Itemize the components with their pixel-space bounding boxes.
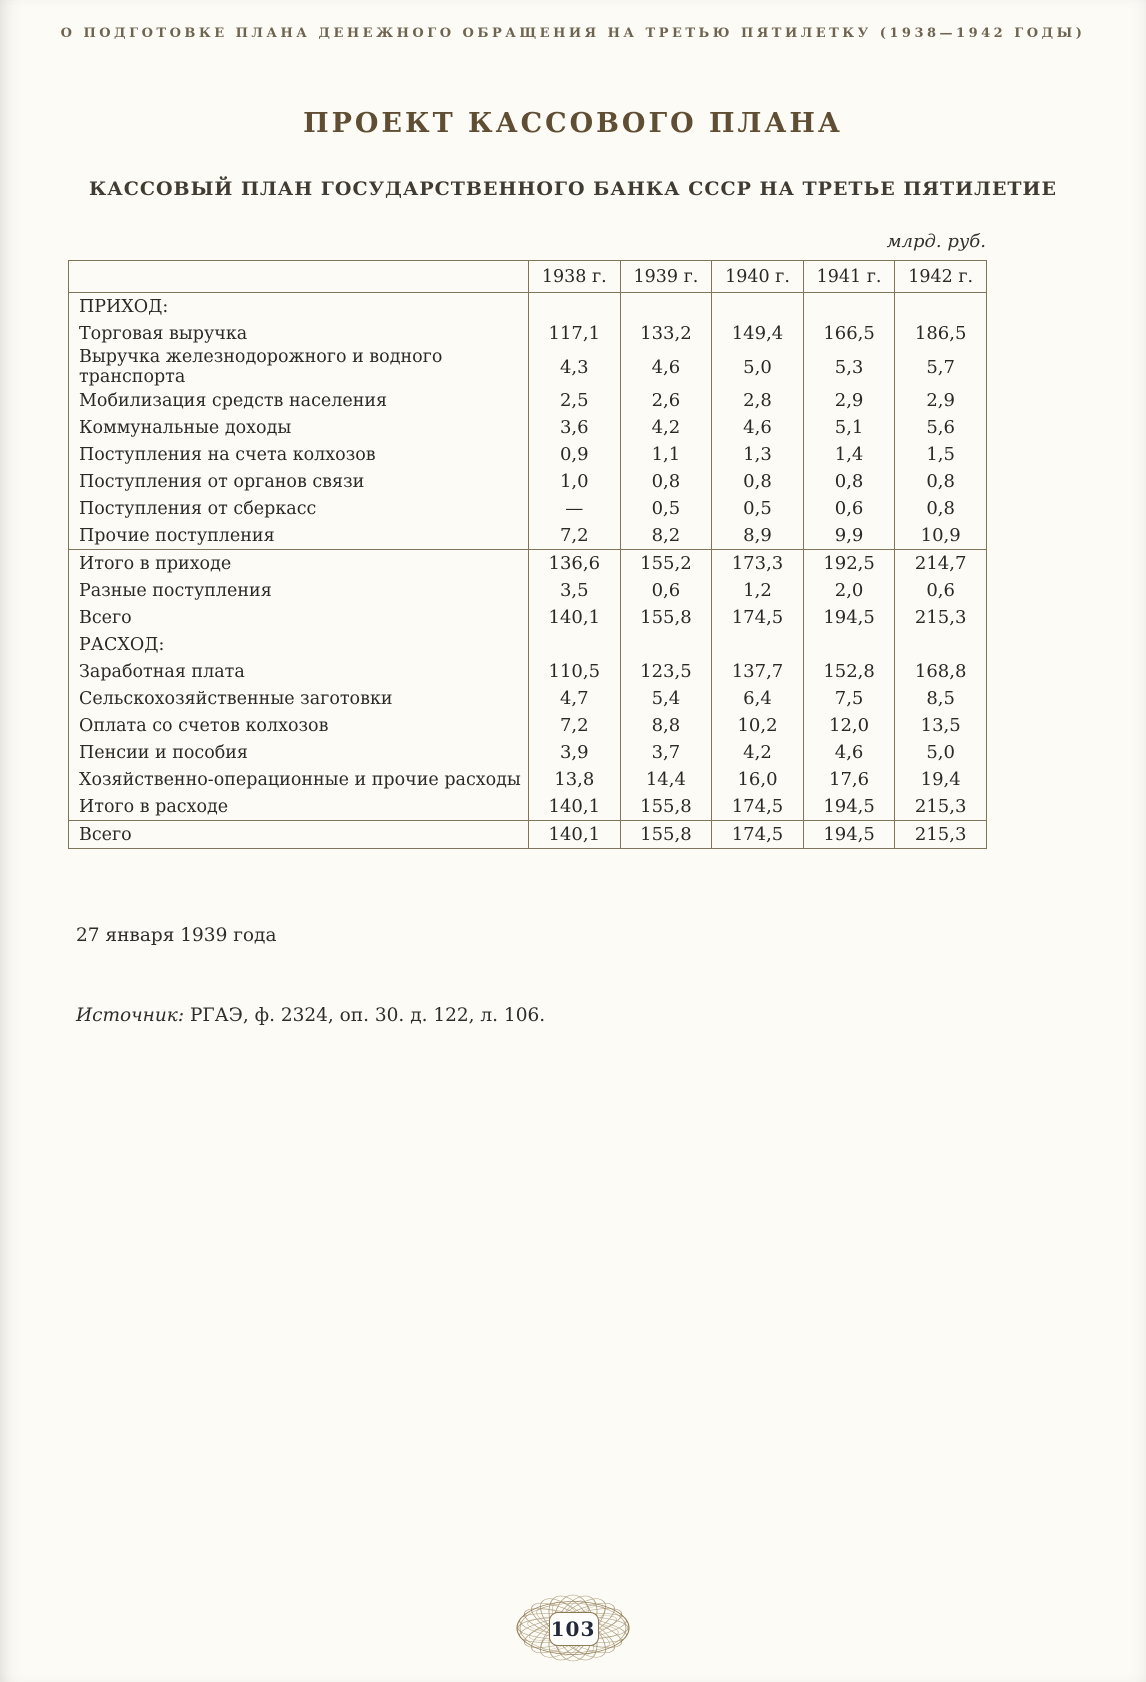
table-cell <box>529 293 621 321</box>
table-row <box>69 468 987 495</box>
table-cell: 14,4 <box>620 766 712 793</box>
table-cell: 149,4 <box>712 320 804 347</box>
table-cell: 9,9 <box>803 522 895 550</box>
year-column-header: 1941 г. <box>803 261 895 293</box>
row-label: Прочие поступления <box>79 525 275 546</box>
table-cell: 133,2 <box>620 320 712 347</box>
year-column-header: 1939 г. <box>620 261 712 293</box>
table-cell: 0,6 <box>620 577 712 604</box>
table-cell: 10,2 <box>712 712 804 739</box>
table-cell: 2,9 <box>803 387 895 414</box>
table-cell: 123,5 <box>620 658 712 685</box>
table-cell: 1,0 <box>529 468 621 495</box>
table-cell: 140,1 <box>529 604 621 631</box>
table-cell: 5,0 <box>712 347 804 387</box>
table-cell: 3,6 <box>529 414 621 441</box>
row-label: Выручка железнодорожного и водного транспорта <box>79 347 443 387</box>
table-cell <box>529 631 621 658</box>
table-cell: 4,2 <box>712 739 804 766</box>
units-note: млрд. руб. <box>886 231 986 252</box>
table-cell: 4,2 <box>620 414 712 441</box>
table-cell: 215,3 <box>895 604 987 631</box>
table-cell <box>620 293 712 321</box>
table-cell: 110,5 <box>529 658 621 685</box>
row-label: РАСХОД: <box>79 634 165 655</box>
table-cell <box>895 631 987 658</box>
year-column-header: 1942 г. <box>895 261 987 293</box>
source-reference: РГАЭ, ф. 2324, оп. 30. д. 122, л. 106. <box>184 1005 546 1026</box>
table-cell: 4,6 <box>620 347 712 387</box>
table-cell: 17,6 <box>803 766 895 793</box>
table-cell <box>712 293 804 321</box>
table-cell: 174,5 <box>712 821 804 849</box>
year-column-header: 1938 г. <box>529 261 621 293</box>
year-column-header: 1940 г. <box>712 261 804 293</box>
table-row <box>69 577 987 604</box>
table-cell: 7,2 <box>529 522 621 550</box>
table-cell: 136,6 <box>529 550 621 578</box>
table-cell: 0,6 <box>895 577 987 604</box>
table-section <box>69 293 987 550</box>
table-cell: 10,9 <box>895 522 987 550</box>
table-cell: 0,8 <box>895 495 987 522</box>
table-cell: 194,5 <box>803 604 895 631</box>
table-row <box>69 414 987 441</box>
table-cell: 194,5 <box>803 821 895 849</box>
table-cell: 0,9 <box>529 441 621 468</box>
table-cell: 0,6 <box>803 495 895 522</box>
table-cell: 2,9 <box>895 387 987 414</box>
row-label: Всего <box>79 824 132 845</box>
table-cell: 117,1 <box>529 320 621 347</box>
table-cell: 155,8 <box>620 604 712 631</box>
table-cell: 7,2 <box>529 712 621 739</box>
table-cell: 155,8 <box>620 793 712 821</box>
table-cell <box>803 631 895 658</box>
table-cell: 168,8 <box>895 658 987 685</box>
table-cell: 214,7 <box>895 550 987 578</box>
row-label: Поступления на счета колхозов <box>79 444 376 465</box>
table-cell: 1,5 <box>895 441 987 468</box>
table-cell: 4,6 <box>803 739 895 766</box>
table-cell: 0,5 <box>712 495 804 522</box>
table-row <box>69 658 987 685</box>
table-cell: 4,3 <box>529 347 621 387</box>
table-row <box>69 320 987 347</box>
row-label: Поступления от сберкасс <box>79 498 317 519</box>
table-cell: 3,7 <box>620 739 712 766</box>
table-cell: 174,5 <box>712 604 804 631</box>
row-label: Итого в приходе <box>79 553 232 574</box>
table-row <box>69 631 987 658</box>
table-cell <box>895 293 987 321</box>
table-cell: 215,3 <box>895 821 987 849</box>
row-label: Заработная плата <box>79 661 245 682</box>
table-cell: 192,5 <box>803 550 895 578</box>
table-cell: 2,5 <box>529 387 621 414</box>
table-cell: 2,0 <box>803 577 895 604</box>
table-cell: 4,7 <box>529 685 621 712</box>
table-cell: 1,4 <box>803 441 895 468</box>
row-label: Оплата со счетов колхозов <box>79 715 329 736</box>
table-cell: 137,7 <box>712 658 804 685</box>
page-number-badge <box>513 1588 633 1668</box>
table-cell: 19,4 <box>895 766 987 793</box>
table-section <box>69 821 987 849</box>
table-cell: — <box>529 495 621 522</box>
table-cell <box>803 293 895 321</box>
table-cell: 3,5 <box>529 577 621 604</box>
table-row <box>69 739 987 766</box>
table-row <box>69 550 987 578</box>
table-cell: 8,8 <box>620 712 712 739</box>
table-cell: 5,0 <box>895 739 987 766</box>
table-row <box>69 347 987 387</box>
row-label: Хозяйственно-операционные и прочие расходы <box>79 769 521 790</box>
table-cell: 8,2 <box>620 522 712 550</box>
row-label: Поступления от органов связи <box>79 471 365 492</box>
page-title: ПРОЕКТ КАССОВОГО ПЛАНА <box>303 108 843 139</box>
table-cell <box>712 631 804 658</box>
table-section <box>69 550 987 821</box>
page-number: 103 <box>550 1617 596 1641</box>
table-cell: 4,6 <box>712 414 804 441</box>
source-line <box>76 1005 545 1026</box>
row-label: Коммунальные доходы <box>79 417 292 438</box>
table-cell: 173,3 <box>712 550 804 578</box>
row-label: Торговая выручка <box>79 323 248 344</box>
table-row <box>69 495 987 522</box>
table-cell: 0,8 <box>620 468 712 495</box>
table-cell: 8,5 <box>895 685 987 712</box>
table-row <box>69 685 987 712</box>
row-label: Итого в расходе <box>79 796 229 817</box>
table-cell: 12,0 <box>803 712 895 739</box>
row-label: Всего <box>79 607 132 628</box>
table-cell: 13,5 <box>895 712 987 739</box>
table-row <box>69 604 987 631</box>
table-cell: 5,3 <box>803 347 895 387</box>
table-cell: 3,9 <box>529 739 621 766</box>
table-row <box>69 441 987 468</box>
table-cell: 215,3 <box>895 793 987 821</box>
table-row <box>69 821 987 849</box>
table-row <box>69 387 987 414</box>
date-line: 27 января 1939 года <box>76 925 277 946</box>
row-label: Сельскохозяйственные заготовки <box>79 688 393 709</box>
table-cell: 166,5 <box>803 320 895 347</box>
table-cell: 5,7 <box>895 347 987 387</box>
table-cell: 13,8 <box>529 766 621 793</box>
table-cell: 152,8 <box>803 658 895 685</box>
table-cell: 0,8 <box>712 468 804 495</box>
row-label: Мобилизация средств населения <box>79 390 388 411</box>
table-cell: 5,4 <box>620 685 712 712</box>
table-cell: 140,1 <box>529 821 621 849</box>
table-cell: 0,8 <box>803 468 895 495</box>
running-header: О ПОДГОТОВКЕ ПЛАНА ДЕНЕЖНОГО ОБРАЩЕНИЯ НА ТРЕТЬЮ ПЯТИЛЕТКУ (1938—1942 ГОДЫ) <box>60 26 1086 41</box>
table-row <box>69 793 987 821</box>
table-cell: 8,9 <box>712 522 804 550</box>
row-label: Пенсии и пособия <box>79 742 248 763</box>
table-cell <box>620 631 712 658</box>
table-cell: 2,8 <box>712 387 804 414</box>
table-cell: 186,5 <box>895 320 987 347</box>
row-label: Разные поступления <box>79 580 272 601</box>
table-cell: 140,1 <box>529 793 621 821</box>
table-row <box>69 712 987 739</box>
table-cell: 1,2 <box>712 577 804 604</box>
table-cell: 6,4 <box>712 685 804 712</box>
table-cell: 0,8 <box>895 468 987 495</box>
table-cell: 1,3 <box>712 441 804 468</box>
table-row <box>69 293 987 321</box>
table-cell: 155,2 <box>620 550 712 578</box>
table-header-row <box>69 261 987 293</box>
row-label: ПРИХОД: <box>79 296 169 317</box>
table-cell: 155,8 <box>620 821 712 849</box>
table-cell: 5,1 <box>803 414 895 441</box>
table-cell: 0,5 <box>620 495 712 522</box>
table-cell: 7,5 <box>803 685 895 712</box>
table-cell: 5,6 <box>895 414 987 441</box>
table-row <box>69 522 987 550</box>
table-row <box>69 766 987 793</box>
table-corner-cell <box>69 261 529 293</box>
table-cell: 174,5 <box>712 793 804 821</box>
table-cell: 194,5 <box>803 793 895 821</box>
source-label: Источник: <box>76 1005 185 1026</box>
cash-plan-table <box>68 260 987 849</box>
table-cell: 1,1 <box>620 441 712 468</box>
table-cell: 16,0 <box>712 766 804 793</box>
table-cell: 2,6 <box>620 387 712 414</box>
page-subtitle: КАССОВЫЙ ПЛАН ГОСУДАРСТВЕННОГО БАНКА СССР НА ТРЕТЬЕ ПЯТИЛЕТИЕ <box>88 178 1057 200</box>
